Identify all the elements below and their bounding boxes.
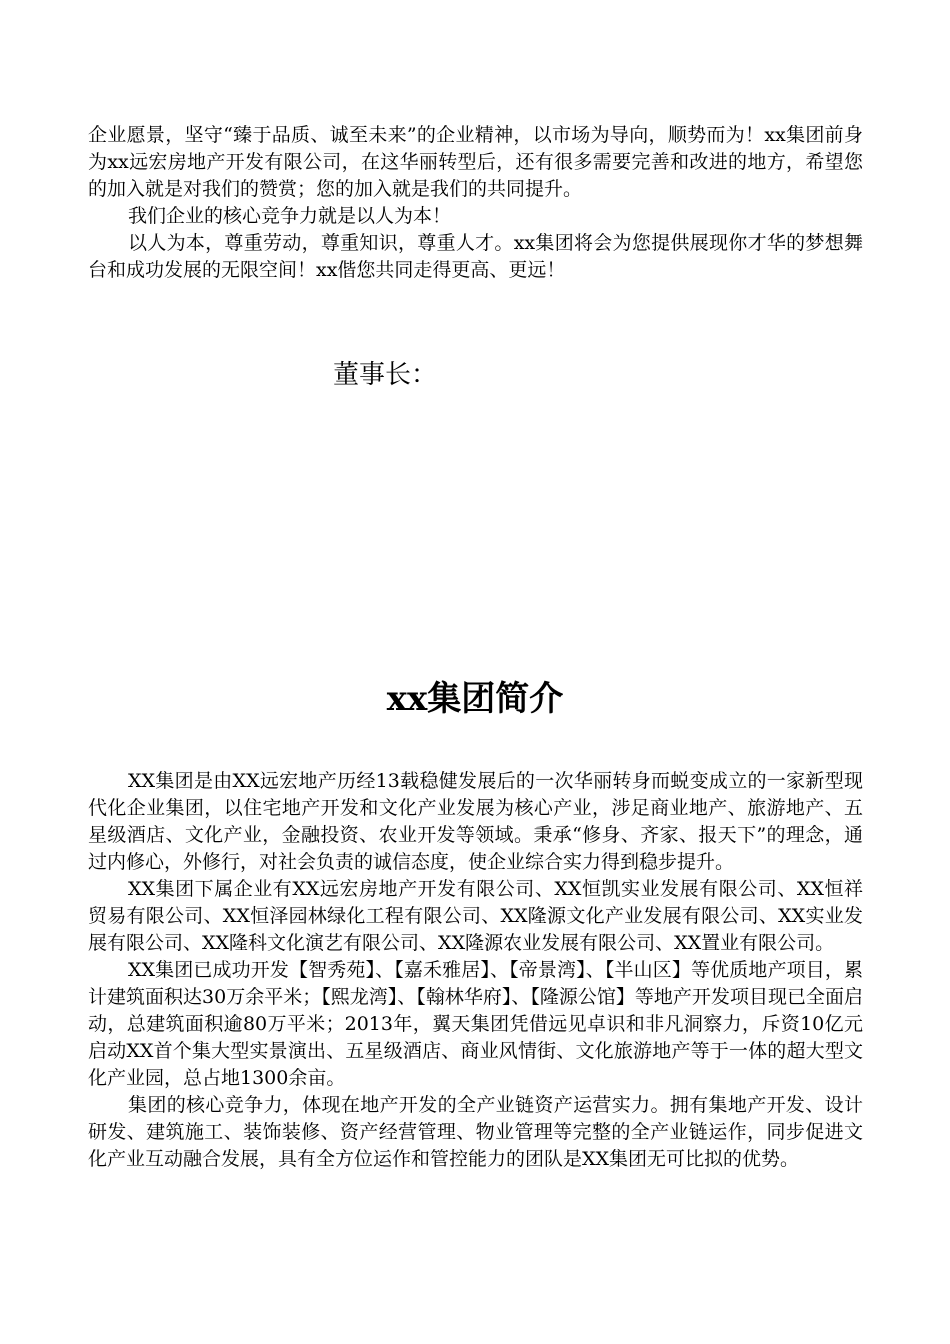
letter-paragraph: 我们企业的核心竞争力就是以人为本！ (128, 205, 452, 227)
profile-paragraph: 集团的核心竞争力，体现在地产开发的全产业链资产运营实力。拥有集地产开发、设计研发、建筑施工、装饰装修、资产经营管理、物业管理等完整的全产业链运作，同步促进文化产业互动融合发展，具有全方位运作和管控能力的团队是XX集团无可比拟的优势。 (88, 1094, 863, 1170)
profile-paragraph: XX集团已成功开发【智秀苑】、【嘉禾雅居】、【帝景湾】、【半山区】等优质地产项目，累计建筑面积达30万余平米；【熙龙湾】、【翰林华府】、【隆源公馆】等地产开发项目现已全面启动，总建筑面积逾80万平米；2013年，翼天集团凭借远见卓识和非凡洞察力，斥资10亿元启动XX首个集大型实景演出、五星级酒店、商业风情街、文化旅游地产等于一体的超大型文化产业园，总占地1300余亩。 (88, 959, 863, 1089)
profile-paragraph: XX集团下属企业有XX远宏房地产开发有限公司、XX恒凯实业发展有限公司、XX恒祥贸易有限公司、XX恒泽园林绿化工程有限公司、XX隆源文化产业发展有限公司、XX实业发展有限公司、XX隆科文化演艺有限公司、XX隆源农业发展有限公司、XX置业有限公司。 (88, 878, 863, 954)
chairman-signature-label: 董事长： (333, 360, 438, 390)
letter-paragraph: 企业愿景，坚守“臻于品质、诚至未来”的企业精神，以市场为导向，顺势而为！xx集团前身为xx远宏房地产开发有限公司，在这华丽转型后，还有很多需要完善和改进的地方，希望您的加入就是对我们的赞赏；您的加入就是我们的共同提升。 (88, 124, 863, 200)
company-profile-body (88, 768, 863, 1173)
section-title: xx集团简介 (386, 679, 564, 719)
letter-body (88, 122, 863, 284)
profile-paragraph: XX集团是由XX远宏地产历经13载稳健发展后的一次华丽转身而蜕变成立的一家新型现代化企业集团，以住宅地产开发和文化产业发展为核心产业，涉足商业地产、旅游地产、五星级酒店、文化产业，金融投资、农业开发等领域。秉承“修身、齐家、报天下”的理念，通过内修心，外修行，对社会负责的诚信态度，使企业综合实力得到稳步提升。 (88, 770, 863, 873)
letter-paragraph: 以人为本，尊重劳动，尊重知识，尊重人才。xx集团将会为您提供展现你才华的梦想舞台和成功发展的无限空间！xx偕您共同走得更高、更远！ (88, 232, 863, 281)
